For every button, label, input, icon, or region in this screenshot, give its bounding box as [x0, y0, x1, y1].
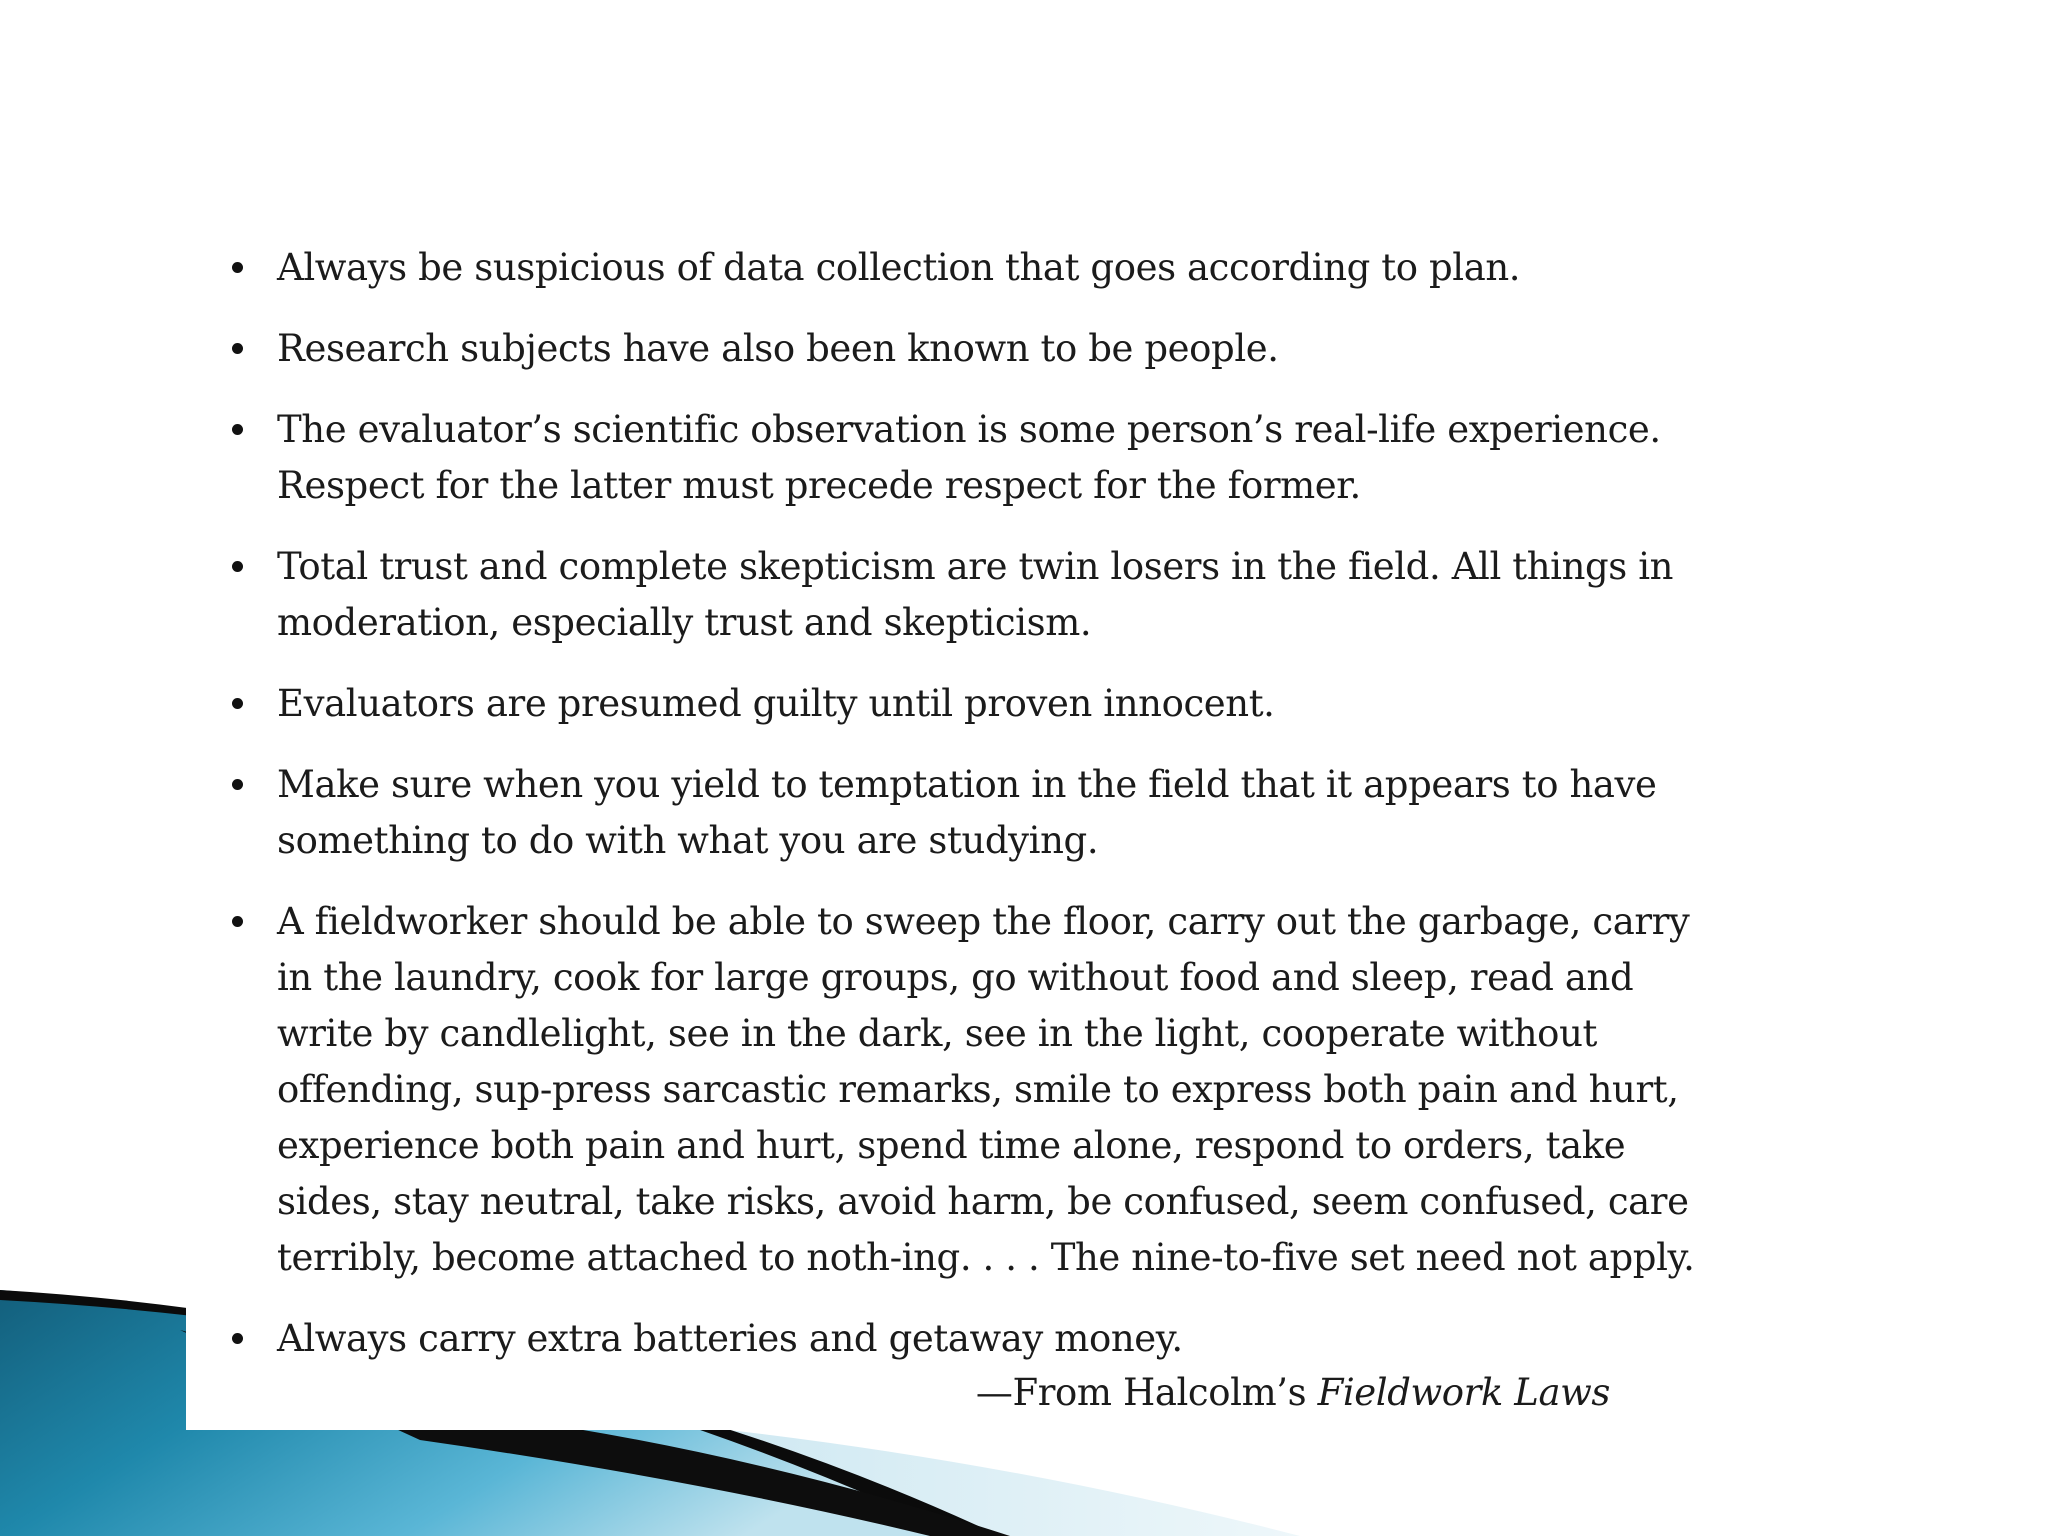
- law-text: Always be suspicious of data collection that goes according to plan.: [277, 246, 1521, 289]
- bullet-icon: [232, 779, 243, 790]
- law-text: Evaluators are presumed guilty until proven innocent.: [277, 682, 1275, 725]
- law-item: [232, 321, 1702, 377]
- law-text: A fieldworker should be able to sweep the floor, carry out the garbage, carry in the laundry, cook for large groups, go without food and sleep, read and write by candlelight, see in the dark, see in the light, cooperate without offending, sup-press sarcastic remarks, smile to express both pain and hurt, experience both pain and hurt, spend time alone, respond to orders, take sides, stay neutral, take risks, avoid harm, be confused, seem confused, care terribly, become attached to noth-ing. . . . The nine-to-five set need not apply.: [277, 900, 1695, 1279]
- law-item: [232, 539, 1702, 651]
- law-item: [232, 676, 1702, 732]
- law-text: Total trust and complete skepticism are twin losers in the field. All things in moderation, especially trust and skepticism.: [277, 545, 1674, 644]
- law-item: [232, 894, 1702, 1286]
- law-item: [232, 402, 1702, 514]
- attribution-title: Fieldwork Laws: [1317, 1371, 1610, 1414]
- attribution-prefix: —From Halcolm’s: [975, 1371, 1318, 1414]
- bullet-icon: [232, 262, 243, 273]
- bullet-icon: [232, 916, 243, 927]
- bullet-icon: [232, 698, 243, 709]
- bullet-icon: [232, 561, 243, 572]
- law-text: Make sure when you yield to temptation in the field that it appears to have something to do with what you are studying.: [277, 763, 1657, 862]
- law-text: Always carry extra batteries and getaway money.: [277, 1317, 1183, 1360]
- bullet-icon: [232, 424, 243, 435]
- bullet-icon: [232, 343, 243, 354]
- attribution: [976, 1365, 1610, 1421]
- law-item: [232, 757, 1702, 869]
- laws-list: [232, 240, 1702, 1392]
- law-item: [232, 240, 1702, 296]
- law-item: [232, 1311, 1702, 1367]
- law-text: Research subjects have also been known to be people.: [277, 327, 1279, 370]
- fieldwork-laws-image: [186, 150, 1806, 1430]
- law-text: The evaluator’s scientific observation is some person’s real-life experience. Respect for the latter must precede respect for the former.: [277, 408, 1661, 507]
- bullet-icon: [232, 1333, 243, 1344]
